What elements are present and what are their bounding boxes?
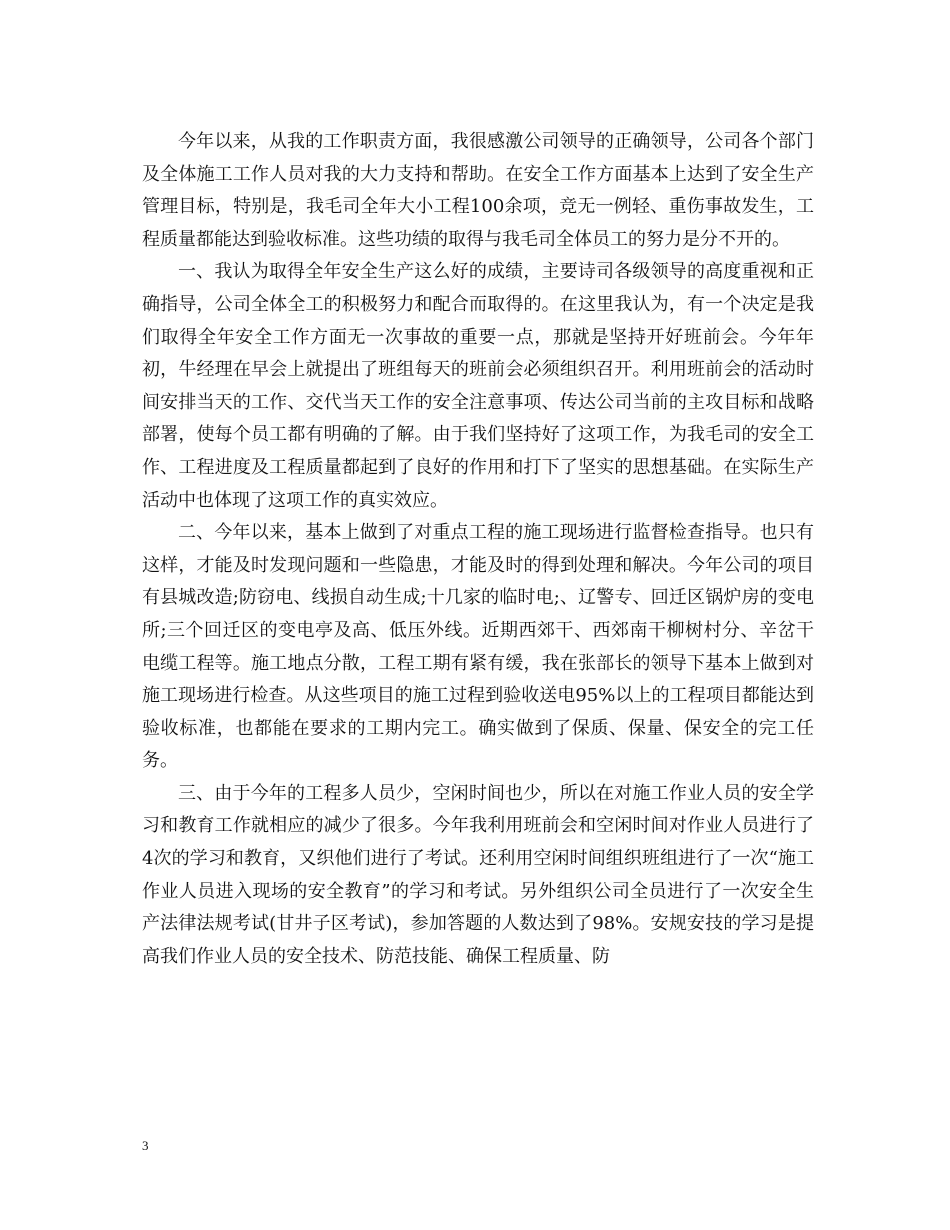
paragraph-section-3: 三、由于今年的工程多人员少，空闲时间也少，所以在对施工作业人员的安全学习和教育工作就相应的减少了很多。今年我利用班前会和空闲时间对作业人员进行了4次的学习和教育，又织他们进行了考试。还利用空闲时间组织班组进行了一次“施工作业人员进入现场的安全教育”的学习和考试。另外组织公司全员进行了一次安全生产法律法规考试(甘井子区考试)，参加答题的人数达到了98%。安规安技的学习是提高我们作业人员的安全技术、防范技能、确保工程质量、防 [142, 782, 814, 967]
paragraph-section-2: 二、今年以来，基本上做到了对重点工程的施工现场进行监督检查指导。也只有这样，才能及时发现问题和一些隐患，才能及时的得到处理和解决。今年公司的项目有县城改造;防窃电、线损自动生成;十几家的临时电;、辽警专、回迁区锅炉房的变电所;三个回迁区的变电亭及高、低压外线。近期西郊干、西郊南干柳树村分、辛岔干电缆工程等。施工地点分散，工程工期有紧有缓，我在张部长的领导下基本上做到对施工现场进行检查。从这些项目的施工过程到验收送电95%以上的工程项目都能达到验收标准，也都能在要求的工期内完工。确实做到了保质、保量、保安全的完工任务。 [142, 522, 814, 772]
document-body [142, 126, 814, 973]
paragraph-intro: 今年以来，从我的工作职责方面，我很感激公司领导的正确领导，公司各个部门及全体施工工作人员对我的大力支持和帮助。在安全工作方面基本上达到了安全生产管理目标，特别是，我毛司全年大小工程100余项，竞无一例轻、重伤事故发生，工程质量都能达到验收标准。这些功绩的取得与我毛司全体员工的努力是分不开的。 [142, 131, 814, 250]
paragraph-section-1: 一、我认为取得全年安全生产这么好的成绩，主要诗司各级领导的高度重视和正确指导，公司全体全工的积极努力和配合而取得的。在这里我认为，有一个决定是我们取得全年安全工作方面无一次事故的重要一点，那就是坚持开好班前会。今年年初，牛经理在早会上就提出了班组每天的班前会必须组织召开。利用班前会的活动时间安排当天的工作、交代当天工作的安全注意事项、传达公司当前的主攻目标和战略部署，使每个员工都有明确的了解。由于我们坚持好了这项工作，为我毛司的安全工作、工程进度及工程质量都起到了良好的作用和打下了坚实的思想基础。在实际生产活动中也体现了这项工作的真实效应。 [142, 261, 814, 511]
page-number: 3 [142, 1138, 149, 1153]
